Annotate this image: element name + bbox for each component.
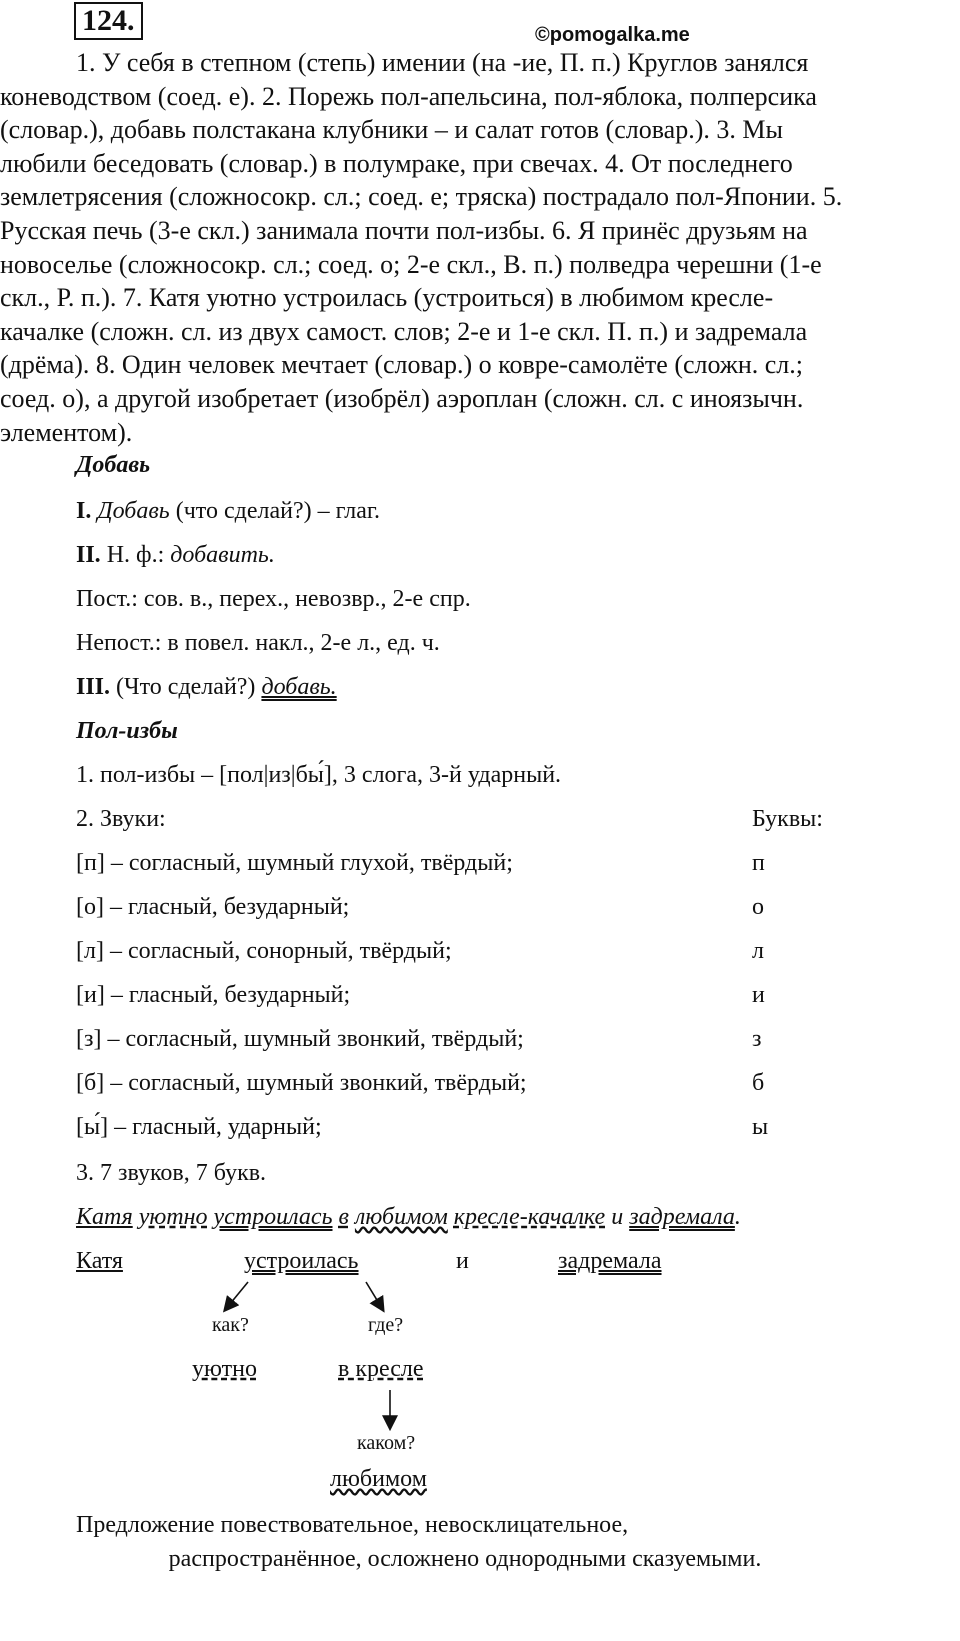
sentence-word: любимом: [354, 1204, 448, 1230]
text-line: качалке (сложн. сл. из двух самост. слов; 2-е и 1-е скл. П. п.) и задремала: [0, 316, 808, 346]
letters-header: Буквы:: [752, 806, 823, 832]
sound-row: [б] – согласный, шумный звонкий, твёрдый;: [76, 1070, 527, 1096]
role-question: (Что сделай?): [116, 674, 256, 700]
verb-line-4: Непост.: в повел. накл., 2-е л., ед. ч.: [76, 630, 440, 656]
roman-2: II.: [76, 542, 101, 568]
sentence-word: Катя: [76, 1204, 133, 1230]
diagram-conjunction: и: [456, 1248, 469, 1274]
diagram-adverb: уютно: [192, 1356, 257, 1382]
phonetic-total: 3. 7 звуков, 7 букв.: [76, 1160, 267, 1186]
text-line: коневодством (соед. е). 2. Порежь пол-апельсина, пол-яблока, полперсика: [0, 81, 817, 111]
text-line: (дрёма). 8. Один человек мечтает (словар.) о ковре-самолёте (сложн. сл.;: [0, 350, 803, 380]
question-where: где?: [368, 1314, 404, 1336]
text-line: соед. о), а другой изобретает (изобрёл) аэроплан (сложн. сл. с иноязычн.: [0, 383, 804, 413]
verb-heading: Добавь: [76, 452, 151, 478]
letter-cell: з: [752, 1026, 762, 1052]
letter-cell: о: [752, 894, 764, 920]
question-which: каком?: [357, 1432, 416, 1454]
role-word: добавь.: [261, 674, 337, 700]
arrow-where: [366, 1282, 383, 1310]
phonetic-heading: Пол-избы: [76, 718, 178, 744]
sentence-word: уютно: [138, 1204, 208, 1230]
sound-row: [о] – гласный, безударный;: [76, 894, 350, 920]
text-line: Русская печь (3-е скл.) занимала почти пол-избы. 6. Я принёс друзьям на: [0, 215, 808, 245]
sound-row: [и] – гласный, безударный;: [76, 982, 351, 1008]
sound-row: [п] – согласный, шумный глухой, твёрдый;: [76, 850, 513, 876]
diagram-verb-1: устроилась: [244, 1248, 359, 1274]
text-line: землетрясения (сложносокр. сл.; соед. е; тряска) пострадало пол-Японии. 5.: [0, 182, 843, 212]
letter-cell: и: [752, 982, 765, 1008]
conclusion-line-1: Предложение повествовательное, невосклицательное,: [76, 1512, 629, 1538]
sentence-word: кресле-качалке: [453, 1204, 606, 1230]
letter-cell: л: [752, 938, 764, 964]
text-line: элементом).: [0, 417, 133, 447]
text-line: (словар.), добавь полстакана клубники – и салат готов (словар.). 3. Мы: [0, 115, 783, 145]
verb-question: (что сделай?) – глаг.: [175, 498, 380, 524]
conclusion-line-2: распространённое, осложнено однородными сказуемыми.: [168, 1546, 762, 1572]
text-line: любили беседовать (словар.) в полумраке, при свечах. 4. От последнего: [0, 148, 793, 178]
roman-3: III.: [76, 674, 111, 700]
initial-form: добавить.: [170, 542, 275, 568]
text-line: скл., Р. п.). 7. Катя уютно устроилась (устроиться) в любимом кресле-: [0, 283, 774, 313]
text-line: новоселье (сложносокр. сл.; соед. о; 2-е скл., В. п.) полведра черешни (1-е: [0, 249, 822, 279]
diagram-place: в кресле: [338, 1356, 424, 1382]
sound-row: [з] – согласный, шумный звонкий, твёрдый;: [76, 1026, 524, 1052]
sound-row: [л] – согласный, сонорный, твёрдый;: [76, 938, 452, 964]
verb-line-3: Пост.: сов. в., перех., невозвр., 2-е спр.: [76, 586, 471, 612]
arrow-how: [225, 1282, 248, 1310]
sounds-header: 2. Звуки:: [76, 806, 166, 832]
exercise-number: 124.: [74, 2, 143, 40]
sentence-word: .: [734, 1204, 741, 1230]
sentence-word: в: [338, 1204, 349, 1230]
verb-word: Добавь: [97, 498, 170, 524]
roman-1: I.: [76, 498, 92, 524]
letter-cell: п: [752, 850, 765, 876]
letter-cell: ы: [752, 1114, 769, 1140]
sentence-word: устроилась: [213, 1204, 333, 1230]
letter-cell: б: [752, 1070, 765, 1096]
phonetic-line-1: 1. пол-избы – [пол|из|бы́], 3 слога, 3-й ударный.: [76, 762, 562, 788]
diagram-verb-2: задремала: [558, 1248, 662, 1274]
site-watermark: ©pomogalka.me: [535, 24, 690, 46]
sentence-word: и: [611, 1204, 624, 1230]
question-how: как?: [212, 1314, 249, 1336]
initial-form-label: Н. ф.:: [106, 542, 165, 568]
sound-row: [ы́] – гласный, ударный;: [76, 1114, 322, 1140]
diagram-subject: Катя: [76, 1248, 123, 1274]
diagram-attribute: любимом: [330, 1466, 427, 1492]
sentence-word: задремала: [629, 1204, 735, 1230]
text-line: 1. У себя в степном (степь) имении (на -ие, П. п.) Круглов занялся: [76, 48, 809, 77]
